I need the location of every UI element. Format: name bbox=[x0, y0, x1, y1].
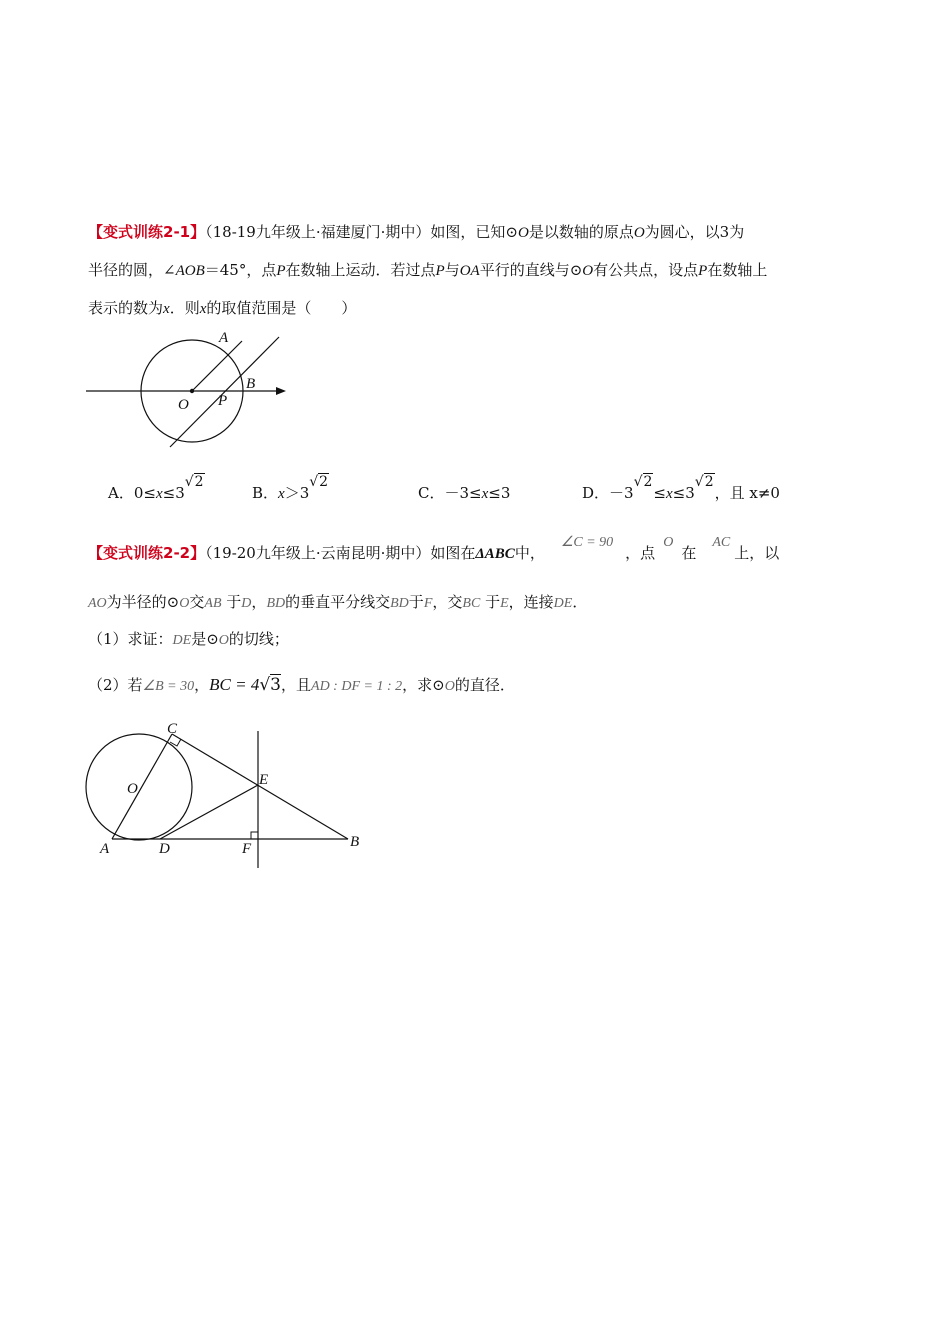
text: ≤ bbox=[653, 484, 666, 502]
q2-tag: 【变式训练2-2】 bbox=[88, 544, 206, 562]
text: ≤3 bbox=[672, 484, 695, 502]
text: 为半径的⊙ bbox=[106, 593, 180, 611]
label-c: C bbox=[167, 721, 178, 737]
text: 表示的数为 bbox=[88, 299, 164, 317]
label-p: P bbox=[218, 393, 228, 409]
text: 于 bbox=[408, 593, 424, 611]
angle-c: ∠C = 90 bbox=[560, 535, 614, 550]
text: 于 bbox=[485, 593, 501, 611]
q2-figure bbox=[80, 718, 380, 873]
label-a: A bbox=[219, 330, 229, 346]
var-triangle: ΔABC bbox=[475, 546, 515, 562]
var-aob: AOB bbox=[175, 263, 205, 279]
axis-arrow-icon bbox=[276, 387, 286, 395]
text: 是以数轴的原点 bbox=[528, 223, 634, 241]
text: ，求⊙ bbox=[402, 676, 445, 694]
q2-line-2 bbox=[88, 592, 587, 614]
var-x: x bbox=[278, 486, 285, 502]
text: 有公共点，设点 bbox=[593, 261, 699, 279]
label-e: E bbox=[259, 772, 269, 788]
text: ，交 bbox=[432, 593, 463, 611]
text: （2）若 bbox=[88, 676, 143, 694]
text: 与 bbox=[444, 261, 460, 279]
text: 在数轴上运动．若过点 bbox=[285, 261, 436, 279]
text: 在数轴上 bbox=[707, 261, 768, 279]
var-p: P bbox=[435, 263, 445, 279]
label-b: B bbox=[246, 376, 256, 392]
var-bd: BD bbox=[266, 596, 286, 611]
choice-c[interactable] bbox=[418, 482, 510, 503]
text: ＞3 bbox=[284, 484, 310, 502]
radicand: 2 bbox=[704, 474, 714, 490]
q2-part-1 bbox=[88, 629, 289, 651]
text: ≤3 bbox=[488, 484, 511, 502]
label-o: O bbox=[178, 397, 189, 413]
var-bc-value: BC = 4 bbox=[209, 675, 260, 694]
label-o: O bbox=[127, 781, 138, 797]
text: 平行的直线与⊙ bbox=[479, 261, 583, 279]
q1-source: （18-19九年级上·福建厦门·期中）如图，已知⊙ bbox=[205, 223, 518, 241]
origin-dot bbox=[190, 389, 194, 393]
sqrt-icon: √3 bbox=[259, 675, 281, 695]
label-b: B bbox=[350, 834, 360, 850]
radicand: 3 bbox=[270, 675, 281, 695]
text: 在 bbox=[681, 544, 697, 562]
text: ．则 bbox=[169, 299, 200, 317]
text: C．－3≤ bbox=[418, 484, 482, 502]
var-x: x bbox=[155, 486, 163, 502]
text: 半径的圆，∠ bbox=[88, 261, 176, 279]
choice-b[interactable] bbox=[252, 474, 329, 503]
var-p: P bbox=[698, 263, 708, 279]
text: ，且 bbox=[281, 676, 312, 694]
text: （1）求证： bbox=[88, 630, 173, 648]
text: 上，以 bbox=[734, 544, 780, 562]
var-o: O bbox=[179, 596, 190, 611]
text: ，且 x≠0 bbox=[714, 484, 780, 502]
line-oa bbox=[192, 341, 242, 391]
radicand: 2 bbox=[194, 474, 204, 490]
text: ． bbox=[572, 593, 588, 611]
sqrt-icon: √2 bbox=[309, 474, 329, 490]
var-x: x bbox=[666, 486, 673, 502]
var-x: x bbox=[199, 301, 207, 317]
q1-tag: 【变式训练2-1】 bbox=[88, 223, 206, 241]
var-ac: AC bbox=[712, 535, 731, 550]
text: 的切线； bbox=[228, 630, 289, 648]
text: 交 bbox=[189, 593, 205, 611]
angle-b: ∠B = 30 bbox=[142, 679, 195, 694]
var-o: O bbox=[444, 679, 455, 694]
var-d: D bbox=[241, 596, 252, 611]
text: 是⊙ bbox=[191, 630, 219, 648]
var-ab: AB bbox=[204, 596, 222, 611]
label-f: F bbox=[242, 841, 252, 857]
text: 的取值范围是（ ） bbox=[206, 299, 357, 317]
segment-ac bbox=[112, 734, 172, 839]
text: ，连接 bbox=[508, 593, 554, 611]
text: 的垂直平分线交 bbox=[285, 593, 391, 611]
text: 为圆心，以3为 bbox=[644, 223, 745, 241]
radicand: 2 bbox=[319, 474, 329, 490]
text: A．0≤ bbox=[108, 484, 156, 502]
text: B． bbox=[252, 484, 279, 502]
text: ，点 bbox=[625, 544, 656, 562]
var-o: O bbox=[517, 225, 529, 241]
var-de: DE bbox=[172, 633, 192, 648]
var-bd: BD bbox=[390, 596, 409, 611]
right-angle-f-icon bbox=[251, 832, 258, 839]
choice-d[interactable] bbox=[582, 474, 780, 503]
var-x: x bbox=[481, 486, 489, 502]
segment-de bbox=[160, 785, 258, 839]
text: ， bbox=[251, 593, 267, 611]
var-ao: AO bbox=[88, 596, 107, 611]
text: ， bbox=[194, 676, 210, 694]
text: ＝45°，点 bbox=[204, 261, 277, 279]
var-o: O bbox=[582, 263, 594, 279]
q2-line-1 bbox=[88, 535, 780, 565]
var-x: x bbox=[163, 301, 170, 317]
q1-line-2 bbox=[88, 260, 767, 281]
sqrt-icon: √2 bbox=[694, 474, 714, 490]
text: ≤3 bbox=[162, 484, 185, 502]
var-f: F bbox=[423, 596, 433, 611]
label-a: A bbox=[100, 841, 110, 857]
text: D．－3 bbox=[582, 484, 634, 502]
q1-line-3 bbox=[88, 298, 356, 319]
var-o: O bbox=[663, 535, 674, 550]
q2-source: （19-20九年级上·云南昆明·期中）如图在 bbox=[205, 544, 476, 562]
circle-o bbox=[86, 734, 192, 840]
text: 中， bbox=[514, 544, 545, 562]
text: 于 bbox=[226, 593, 242, 611]
var-o: O bbox=[218, 633, 229, 648]
radicand: 2 bbox=[643, 474, 653, 490]
var-o: O bbox=[633, 225, 645, 241]
q2-part-2 bbox=[88, 675, 515, 697]
sqrt-icon: √2 bbox=[184, 474, 204, 490]
var-p: P bbox=[276, 263, 286, 279]
sqrt-icon: √2 bbox=[633, 474, 653, 490]
label-d: D bbox=[159, 841, 170, 857]
q1-figure bbox=[80, 325, 300, 455]
text: 的直径． bbox=[454, 676, 515, 694]
var-de: DE bbox=[553, 596, 573, 611]
var-bc: BC bbox=[462, 596, 481, 611]
var-e: E bbox=[500, 596, 509, 611]
q1-line-1 bbox=[88, 222, 744, 243]
var-oa: OA bbox=[459, 263, 480, 279]
choice-a[interactable] bbox=[108, 474, 205, 503]
ratio: AD : DF = 1 : 2 bbox=[311, 679, 403, 694]
